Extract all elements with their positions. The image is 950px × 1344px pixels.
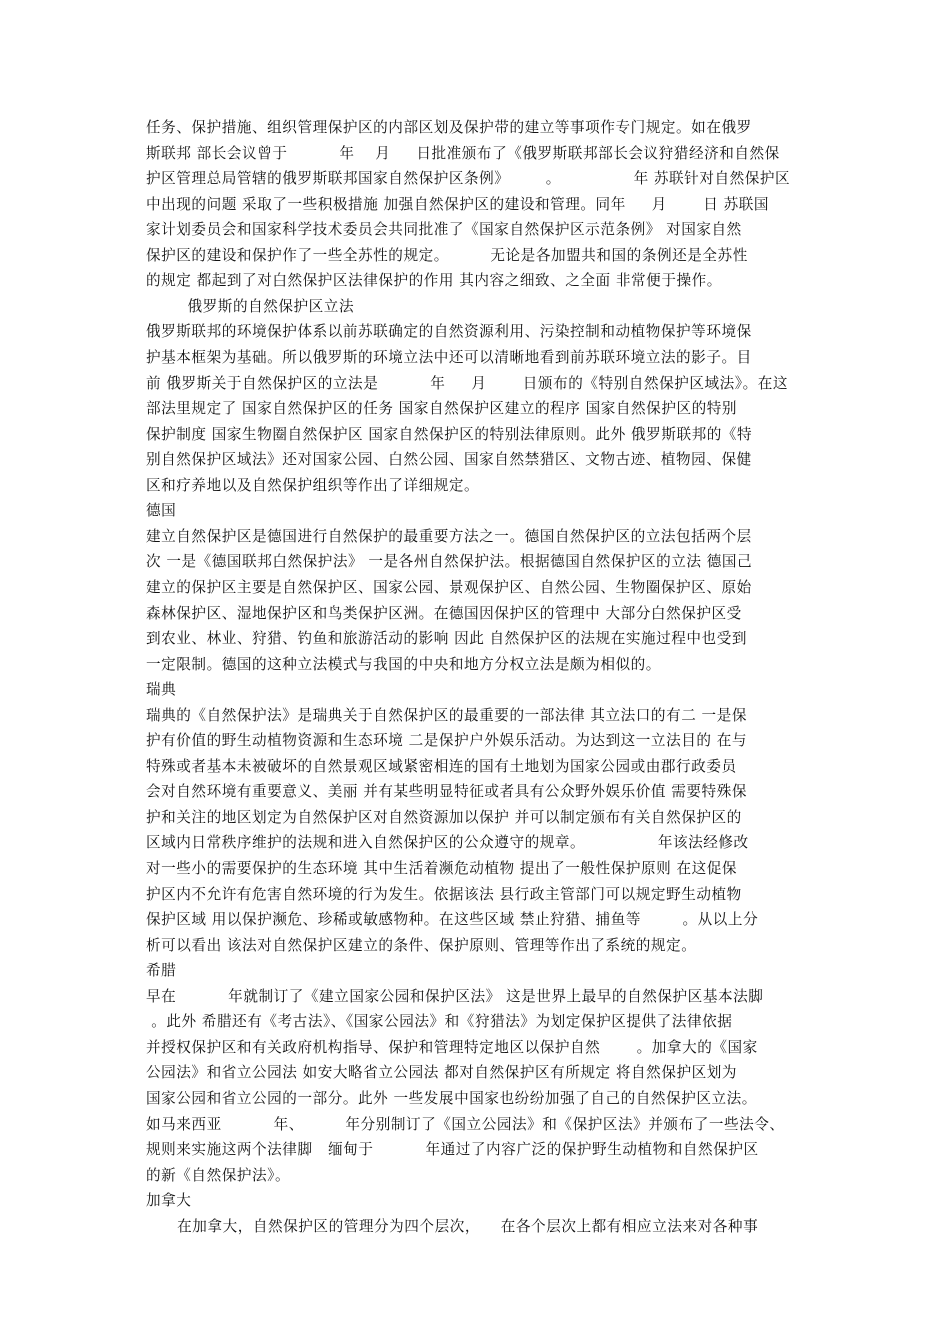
text-line: 到农业、林业、狩猎、钓鱼和旅游活动的影响 因此 自然保护区的法规在实施过程中也受到 (146, 630, 747, 647)
text-line: 护区管理总局管辖的俄罗斯联邦国家自然保护区条例》 。 年 苏联针对自然保护区 (146, 170, 791, 188)
text-line: 并授权保护区和有关政府机构指导、保护和管理特定地区以保护自然 。加拿大的《国家 (146, 1038, 758, 1056)
text-line: 护基本框架为基础。所以俄罗斯的环境立法中还可以清晰地看到前苏联环境立法的影子。目 (146, 349, 752, 366)
text-line: 任务、保护措施、组织管理保护区的内部区划及保护带的建立等事项作专门规定。如在俄罗 (146, 119, 752, 136)
text-line: 的规定 都起到了对白然保护区法律保护的作用 其内容之细致、之全面 非常便于操作。 (146, 272, 722, 290)
text-line: 护有价值的野生动植物资源和生态环境 二是保护户外娱乐活动。为达到这一立法目的 在与 (146, 732, 747, 750)
text-line: 护区内不允许有危害自然环境的行为发生。依据该法 县行政主管部门可以规定野生动植物 (146, 885, 742, 903)
text-line: 德国 (146, 502, 177, 520)
text-line: 的新《自然保护法》。 (146, 1166, 291, 1184)
text-line: 如马来西亚 年、 年分别制订了《国立公园法》和《保护区法》并颁布了一些法令、 (146, 1115, 785, 1133)
text-line: 保护制度 国家生物圈自然保护区 国家自然保护区的特别法律原则。此外 俄罗斯联邦的《特 (146, 425, 753, 443)
text-line: 特殊或者基本未被破坏的自然景观区域紧密相连的国有土地划为国家公园或由郡行政委员 (146, 757, 737, 775)
text-line: 保护区的建设和保护作了一些全苏性的规定。 无论是各加盟共和国的条例还是全苏性 (146, 246, 748, 264)
text-line: 一定限制。德国的这种立法模式与我国的中央和地方分权立法是颇为相似的。 (146, 655, 661, 673)
text-line: 中出现的问题 采取了一些积极措施 加强自然保护区的建设和管理。同年 月 日 苏联国 (146, 195, 770, 213)
text-line: 区域内日常秩序维护的法规和进入自然保护区的公众遵守的规章。 年该法经修改 (146, 834, 749, 852)
text-line: 规则来实施这两个法律脚 缅甸于 年通过了内容广泛的保护野生动植物和自然保护区 (146, 1141, 759, 1158)
text-line: 前 俄罗斯关于自然保护区的立法是 年 月 日颁布的《特别自然保护区域法》。在这 (146, 374, 789, 392)
text-line: 析可以看出 该法对自然保护区建立的条件、保护原则、管理等作出了系统的规定。 (146, 936, 697, 954)
text-line: 保护区域 用以保护濒危、珍稀或敏感物种。在这些区域 禁止狩猎、捕鱼等 。从以上分 (146, 911, 759, 929)
text-line: 在加拿大，自然保护区的管理分为四个层次， 在各个层次上都有相应立法来对各种事 (146, 1217, 759, 1235)
text-line: 建立自然保护区是德国进行自然保护的最重要方法之一。德国自然保护区的立法包括两个层 (146, 527, 752, 545)
text-line: 别自然保护区域法》还对国家公园、白然公园、国家自然禁猎区、文物古迹、植物园、保健 (146, 451, 752, 469)
text-line: 对一些小的需要保护的生态环境 其中生活着濒危动植物 提出了一般性保护原则 在这促保 (146, 860, 738, 877)
text-line: 瑞典的《自然保护法》是瑞典关于自然保护区的最重要的一部法律 其立法口的有二 一是保 (146, 706, 747, 724)
text-line: 部法里规定了 国家自然保护区的任务 国家自然保护区建立的程序 国家自然保护区的特别 (146, 400, 738, 418)
text-line: 瑞典 (146, 681, 177, 699)
text-line: 。此外 希腊还有《考古法》、《国家公园法》和《狩猎法》为划定保护区提供了法律依据 (146, 1013, 733, 1031)
text-line: 护和关注的地区划定为自然保护区对自然资源加以保护 并可以制定颁布有关自然保护区的 (146, 808, 742, 826)
text-line: 公园法》和省立公园法 如安大略省立公园法 都对自然保护区有所规定 将自然保护区划为 (146, 1064, 738, 1082)
text-line: 俄罗斯联邦的环境保护体系以前苏联确定的自然资源利用、污染控制和动植物保护等环境保 (146, 323, 752, 341)
text-line: 早在 年就制订了《建立国家公园和保护区法》 这是世界上最早的自然保护区基本法脚 (146, 987, 764, 1005)
text-line: 家计划委员会和国家科学技术委员会共同批准了《国家自然保护区示范条例》 对国家自然 (146, 221, 742, 239)
text-line: 会对自然环境有重要意义、美丽 并有某些明显特征或者具有公众野外娱乐价值 需要特殊保 (146, 783, 747, 801)
text-line: 希腊 (146, 962, 177, 980)
text-line: 斯联邦 部长会议曾于 年 月 日批准颁布了《俄罗斯联邦部长会议狩猎经济和自然保 (146, 144, 780, 162)
text-line: 加拿大 (146, 1192, 192, 1210)
text-line: 次 一是《德国联邦白然保护法》 一是各州自然保护法。根据德国自然保护区的立法 德国己 (146, 553, 753, 571)
text-line: 区和疗养地以及自然保护组织等作出了详细规定。 (146, 476, 480, 494)
text-line: 国家公园和省立公园的一部分。此外 一些发展中国家也纷纷加强了自己的自然保护区立法。 (146, 1089, 757, 1107)
text-line: 建立的保护区主要是自然保护区、国家公园、景观保护区、自然公园、生物圈保护区、原始 (146, 578, 752, 596)
text-line: 森林保护区、湿地保护区和鸟类保护区洲。在德国因保护区的管理中 大部分白然保护区受 (146, 604, 742, 622)
text-line: 俄罗斯的自然保护区立法 (146, 297, 355, 315)
